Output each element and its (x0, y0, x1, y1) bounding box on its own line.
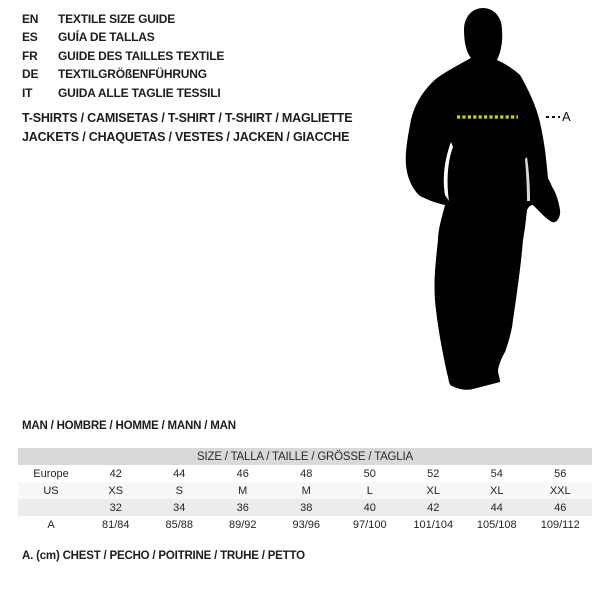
man-body-shape (406, 8, 560, 390)
language-label: GUIDE DES TAILLES TEXTILE (58, 48, 225, 63)
size-cell: 81/84 (101, 518, 130, 531)
size-cell: M (238, 484, 248, 497)
size-cell: 40 (363, 501, 376, 514)
size-cell: 54 (490, 467, 503, 480)
size-cell: XS (108, 484, 124, 497)
size-cell: 52 (427, 467, 440, 480)
size-table (18, 448, 592, 533)
size-cell: 46 (236, 467, 249, 480)
size-cell: 42 (427, 501, 440, 514)
category-line-tshirts: T-SHIRTS / CAMISETAS / T-SHIRT / T-SHIRT / MAGLIETTE (22, 111, 353, 125)
size-cell: 93/96 (292, 518, 321, 531)
size-cell: 36 (236, 501, 249, 514)
table-row (18, 482, 592, 499)
size-cell: 85/88 (165, 518, 194, 531)
size-cell: 50 (363, 467, 376, 480)
size-cell: XL (426, 484, 440, 497)
table-header-label: SIZE / TALLA / TAILLE / GRÖSSE / TAGLIA (18, 448, 592, 465)
list-item (22, 47, 224, 65)
section-heading-man: MAN / HOMBRE / HOMME / MANN / MAN (22, 420, 236, 432)
size-cell: 97/100 (352, 518, 387, 531)
row-label: US (43, 484, 59, 497)
language-code: ES (22, 30, 38, 45)
table-header-row (18, 448, 592, 465)
row-label: A (47, 518, 55, 531)
size-cell: 109/112 (540, 518, 580, 531)
language-label: TEXTILGRÖßENFÜHRUNG (58, 67, 207, 82)
language-label: GUIDA ALLE TAGLIE TESSILI (58, 85, 221, 100)
size-cell: XL (490, 484, 504, 497)
size-cell: L (366, 484, 373, 497)
measurement-footnote: A. (cm) CHEST / PECHO / POITRINE / TRUHE / PETTO (22, 550, 305, 562)
size-cell: 44 (490, 501, 503, 514)
size-cell: M (301, 484, 311, 497)
list-item (22, 84, 224, 102)
size-cell: 34 (173, 501, 186, 514)
list-item (22, 28, 224, 46)
size-cell: S (175, 484, 183, 497)
list-item (22, 65, 224, 83)
size-cell: 44 (173, 467, 186, 480)
size-cell: 101/104 (413, 518, 454, 531)
table-row (18, 499, 592, 516)
garment-categories (22, 109, 352, 147)
size-cell: 38 (300, 501, 313, 514)
size-cell: 32 (109, 501, 122, 514)
size-table-body (18, 448, 592, 533)
language-code: IT (22, 85, 33, 100)
language-code: FR (22, 48, 38, 63)
language-guide-list (22, 10, 224, 102)
size-cell: 48 (300, 467, 313, 480)
size-cell: 46 (554, 501, 567, 514)
language-label: GUÍA DE TALLAS (58, 30, 155, 45)
list-item (22, 10, 224, 28)
size-cell: 89/92 (228, 518, 257, 531)
language-code: DE (22, 67, 39, 82)
size-cell: 42 (109, 467, 122, 480)
man-silhouette (400, 5, 575, 400)
measure-label-a: A (562, 109, 571, 124)
language-code: EN (22, 12, 39, 26)
category-line-jackets: JACKETS / CHAQUETAS / VESTES / JACKEN / GIACCHE (22, 130, 350, 144)
row-label: Europe (33, 467, 69, 480)
table-row (18, 516, 592, 533)
size-cell: XXL (549, 484, 571, 497)
size-cell: 105/108 (476, 518, 517, 531)
size-cell: 56 (554, 467, 567, 480)
language-label: TEXTILE SIZE GUIDE (58, 12, 176, 26)
table-row (18, 465, 592, 482)
row-label (18, 499, 84, 516)
